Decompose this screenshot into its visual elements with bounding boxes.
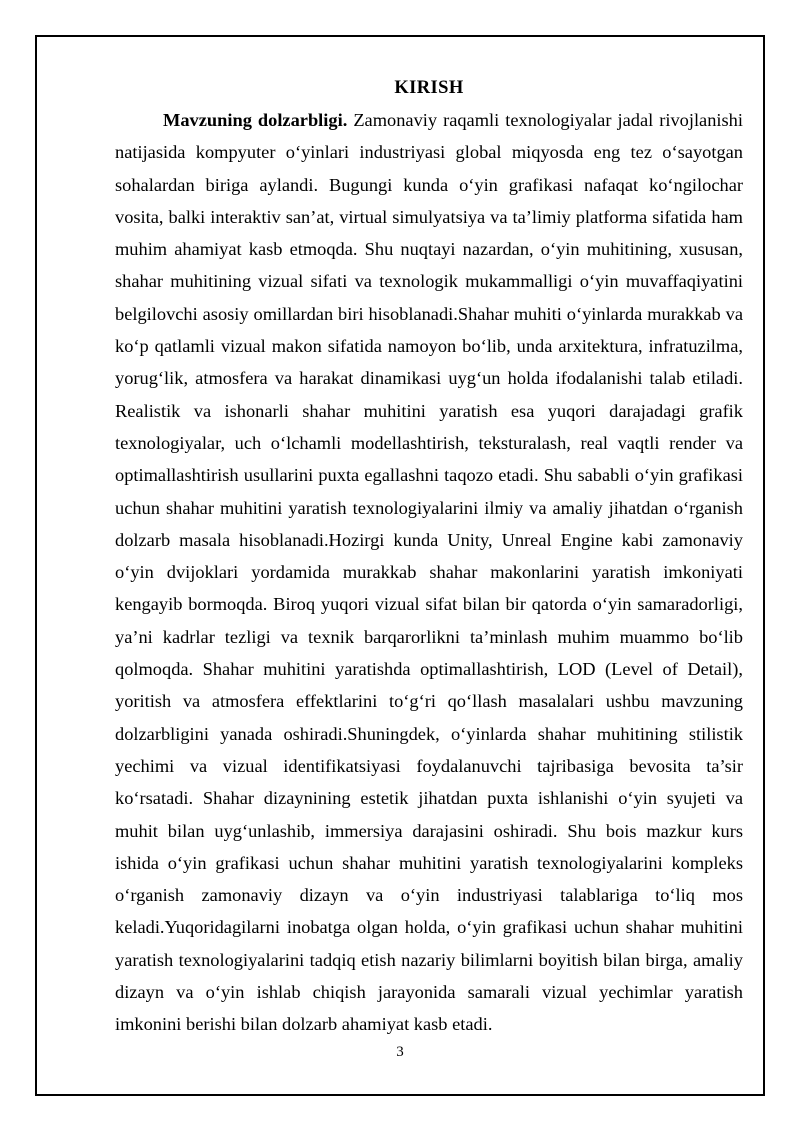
page-content: [115, 72, 743, 1041]
paragraph-body: Zamonaviy raqamli texnologiyalar jadal rivojlanishi natijasida kompyuter o‘yinlari industriyasi global miqyosda eng tez o‘sayotgan sohalardan biriga aylandi. Bugungi kunda o‘yin grafikasi nafaqat ko‘ngilochar vosita, balki interaktiv san’at, virtual simulyatsiya va ta’limiy platforma sifatida ham muhim ahamiyat kasb etmoqda. Shu nuqtayi nazardan, o‘yin muhitining, xususan, shahar muhitining vizual sifati va texnologik mukammalligi o‘yin muvaffaqiyatini belgilovchi asosiy omillardan biri hisoblanadi.Shahar muhiti o‘yinlarda murakkab va ko‘p qatlamli vizual makon sifatida namoyon bo‘lib, unda arxitektura, infratuzilma, yorug‘lik, atmosfera va harakat dinamikasi uyg‘un holda ifodalanishi talab etiladi. Realistik va ishonarli shahar muhitini yaratish esa yuqori darajadagi grafik texnologiyalar, uch o‘lchamli modellashtirish, teksturalash, real vaqtli render va optimallashtirish usullarini puxta egallashni taqozo etadi. Shu sababli o‘yin grafikasi uchun shahar muhitini yaratish texnologiyalarini ilmiy va amaliy jihatdan o‘rganish dolzarb masala hisoblanadi.Hozirgi kunda Unity, Unreal Engine kabi zamonaviy o‘yin dvijoklari yordamida murakkab shahar makonlarini yaratish imkoniyati kengayib bormoqda. Biroq yuqori vizual sifat bilan bir qatorda o‘yin samaradorligi, ya’ni kadrlar tezligi va texnik barqarorlikni ta’minlash muhim muammo bo‘lib qolmoqda. Shahar muhitini yaratishda optimallashtirish, LOD (Level of Detail), yoritish va atmosfera effektlarini to‘g‘ri qo‘llash masalalari ushbu mavzuning dolzarbligini yanada oshiradi.Shuningdek, o‘yinlarda shahar muhitining stilistik yechimi va vizual identifikatsiyasi foydalanuvchi tajribasiga bevosita ta’sir ko‘rsatadi. Shahar dizaynining estetik jihatdan puxta ishlanishi o‘yin syujeti va muhit bilan uyg‘unlashib, immersiya darajasini oshiradi. Shu bois mazkur kurs ishida o‘yin grafikasi uchun shahar muhitini yaratish texnologiyalarini kompleks o‘rganish zamonaviy dizayn va o‘yin industriyasi talablariga to‘liq mos keladi.Yuqoridagilarni inobatga olgan holda, o‘yin grafikasi uchun shahar muhitini yaratish texnologiyalarini tadqiq etish nazariy bilimlarni boyitish bilan birga, amaliy dizayn va o‘yin ishlab chiqish jarayonida samarali vizual yechimlar yaratish imkonini berishi bilan dolzarb ahamiyat kasb etadi.: [115, 110, 743, 1035]
section-title: KIRISH: [394, 78, 464, 98]
paragraph: [115, 104, 743, 1041]
page-number: 3: [396, 1044, 404, 1060]
paragraph-lead: Mavzuning dolzarbligi.: [163, 110, 348, 130]
